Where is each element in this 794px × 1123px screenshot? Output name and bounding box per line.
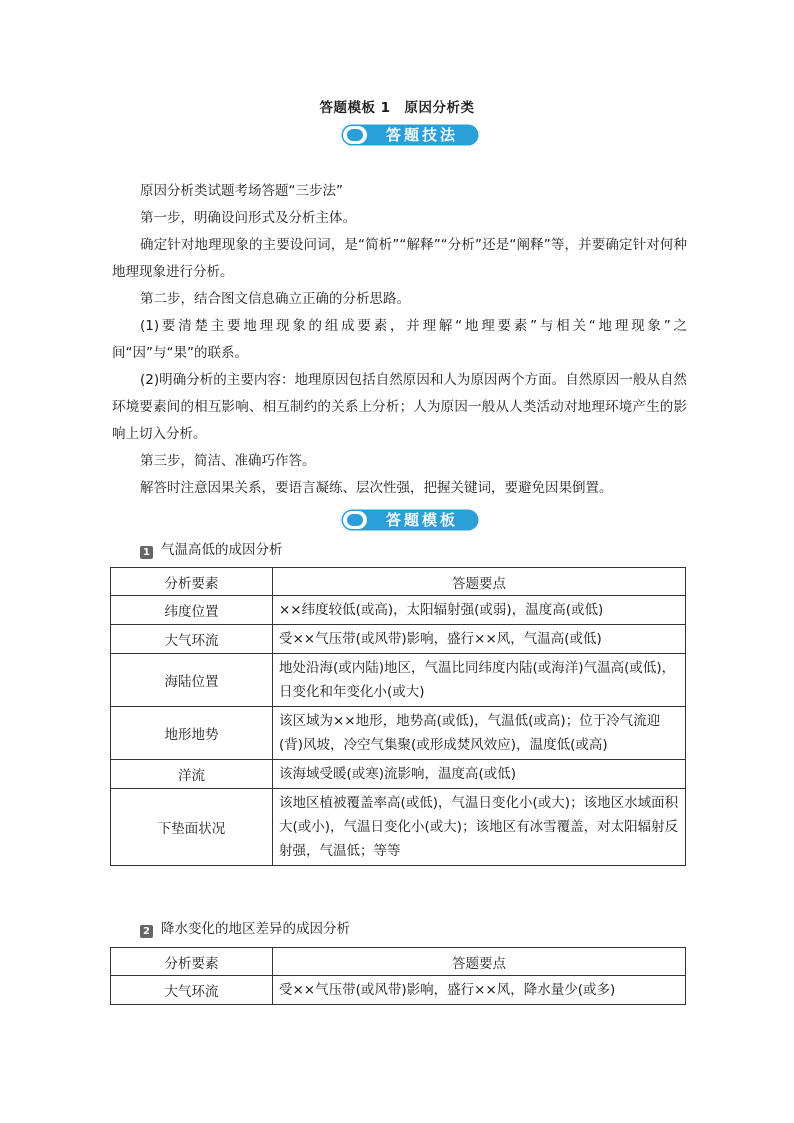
method-step2-point2: (2)明确分析的主要内容：地理原因包括自然原因和人为原因两个方面。自然原因一般从自然环境要素间的相互影响、相互制约的关系上分析；人为原因一般从人类活动对地理环境产生的影响上切入分析。 <box>112 372 687 442</box>
row-point: 受××气压带(或风带)影响，盛行××风，气温高(或低) <box>273 625 686 654</box>
table-header-points: 答题要点 <box>273 948 686 976</box>
row-point: 该区域为××地形，地势高(或低)，气温低(或高)；位于冷气流迎(背)风坡，冷空气集聚(或形成焚风效应)，温度低(或高) <box>273 707 686 760</box>
row-point: 受××气压带(或风带)影响，盛行××风，降水量少(或多) <box>273 976 686 1005</box>
table-row <box>111 760 686 789</box>
section2-title <box>140 920 350 938</box>
section-banner-templates <box>340 508 480 532</box>
method-text <box>112 178 687 502</box>
section-number-badge: 2 <box>140 925 153 938</box>
method-step2-point1: (1)要清楚主要地理现象的组成要素，并理解“地理要素”与相关“地理现象”之间“因”与“果”的联系。 <box>112 318 687 361</box>
row-factor: 地形地势 <box>111 707 273 760</box>
table-row <box>111 654 686 707</box>
method-step1: 第一步，明确设问形式及分析主体。 <box>140 210 356 226</box>
row-factor: 洋流 <box>111 760 273 789</box>
method-step1-detail: 确定针对地理现象的主要设问词，是“简析”“解释”“分析”还是“阐释”等，并要确定针对何种地理现象进行分析。 <box>112 237 687 280</box>
banner-badge-icon <box>343 511 367 529</box>
section1-title <box>140 541 283 559</box>
table-header-row <box>111 948 686 976</box>
section-number-badge: 1 <box>140 546 153 559</box>
table-header-row <box>111 568 686 596</box>
document-title: 答题模板 1 原因分析类 <box>319 100 475 116</box>
table-header-factor: 分析要素 <box>111 948 273 976</box>
table-row <box>111 976 686 1005</box>
section-banner-techniques <box>340 123 480 147</box>
row-point: 地处沿海(或内陆)地区，气温比同纬度内陆(或海洋)气温高(或低)，日变化和年变化小(或大) <box>273 654 686 707</box>
method-step3: 第三步，简洁、准确巧作答。 <box>140 453 316 469</box>
row-factor: 下垫面状况 <box>111 789 273 866</box>
table-header-points: 答题要点 <box>273 568 686 596</box>
banner-badge-icon <box>343 126 367 144</box>
method-lead: 原因分析类试题考场答题“三步法” <box>140 183 343 199</box>
row-factor: 纬度位置 <box>111 596 273 625</box>
table-row <box>111 789 686 866</box>
section1-title-text: 气温高低的成因分析 <box>161 542 283 558</box>
row-point: ××纬度较低(或高)，太阳辐射强(或弱)，温度高(或低) <box>273 596 686 625</box>
row-factor: 海陆位置 <box>111 654 273 707</box>
row-point: 该地区植被覆盖率高(或低)，气温日变化小(或大)；该地区水域面积大(或小)，气温日变化小(或大)；该地区有冰雪覆盖，对太阳辐射反射强，气温低；等等 <box>273 789 686 866</box>
banner-label: 答题模板 <box>385 511 458 529</box>
table-header-factor: 分析要素 <box>111 568 273 596</box>
table-row <box>111 596 686 625</box>
table-row <box>111 707 686 760</box>
banner-label: 答题技法 <box>385 126 458 144</box>
section2-title-text: 降水变化的地区差异的成因分析 <box>161 921 350 937</box>
method-step2: 第二步，结合图文信息确立正确的分析思路。 <box>140 291 410 307</box>
table-row <box>111 625 686 654</box>
precipitation-factors-table <box>110 947 686 1005</box>
row-point: 该海域受暖(或寒)流影响，温度高(或低) <box>273 760 686 789</box>
row-factor: 大气环流 <box>111 976 273 1005</box>
method-step3-detail: 解答时注意因果关系，要语言凝练、层次性强，把握关键词，要避免因果倒置。 <box>140 480 613 496</box>
temperature-factors-table <box>110 567 686 866</box>
row-factor: 大气环流 <box>111 625 273 654</box>
